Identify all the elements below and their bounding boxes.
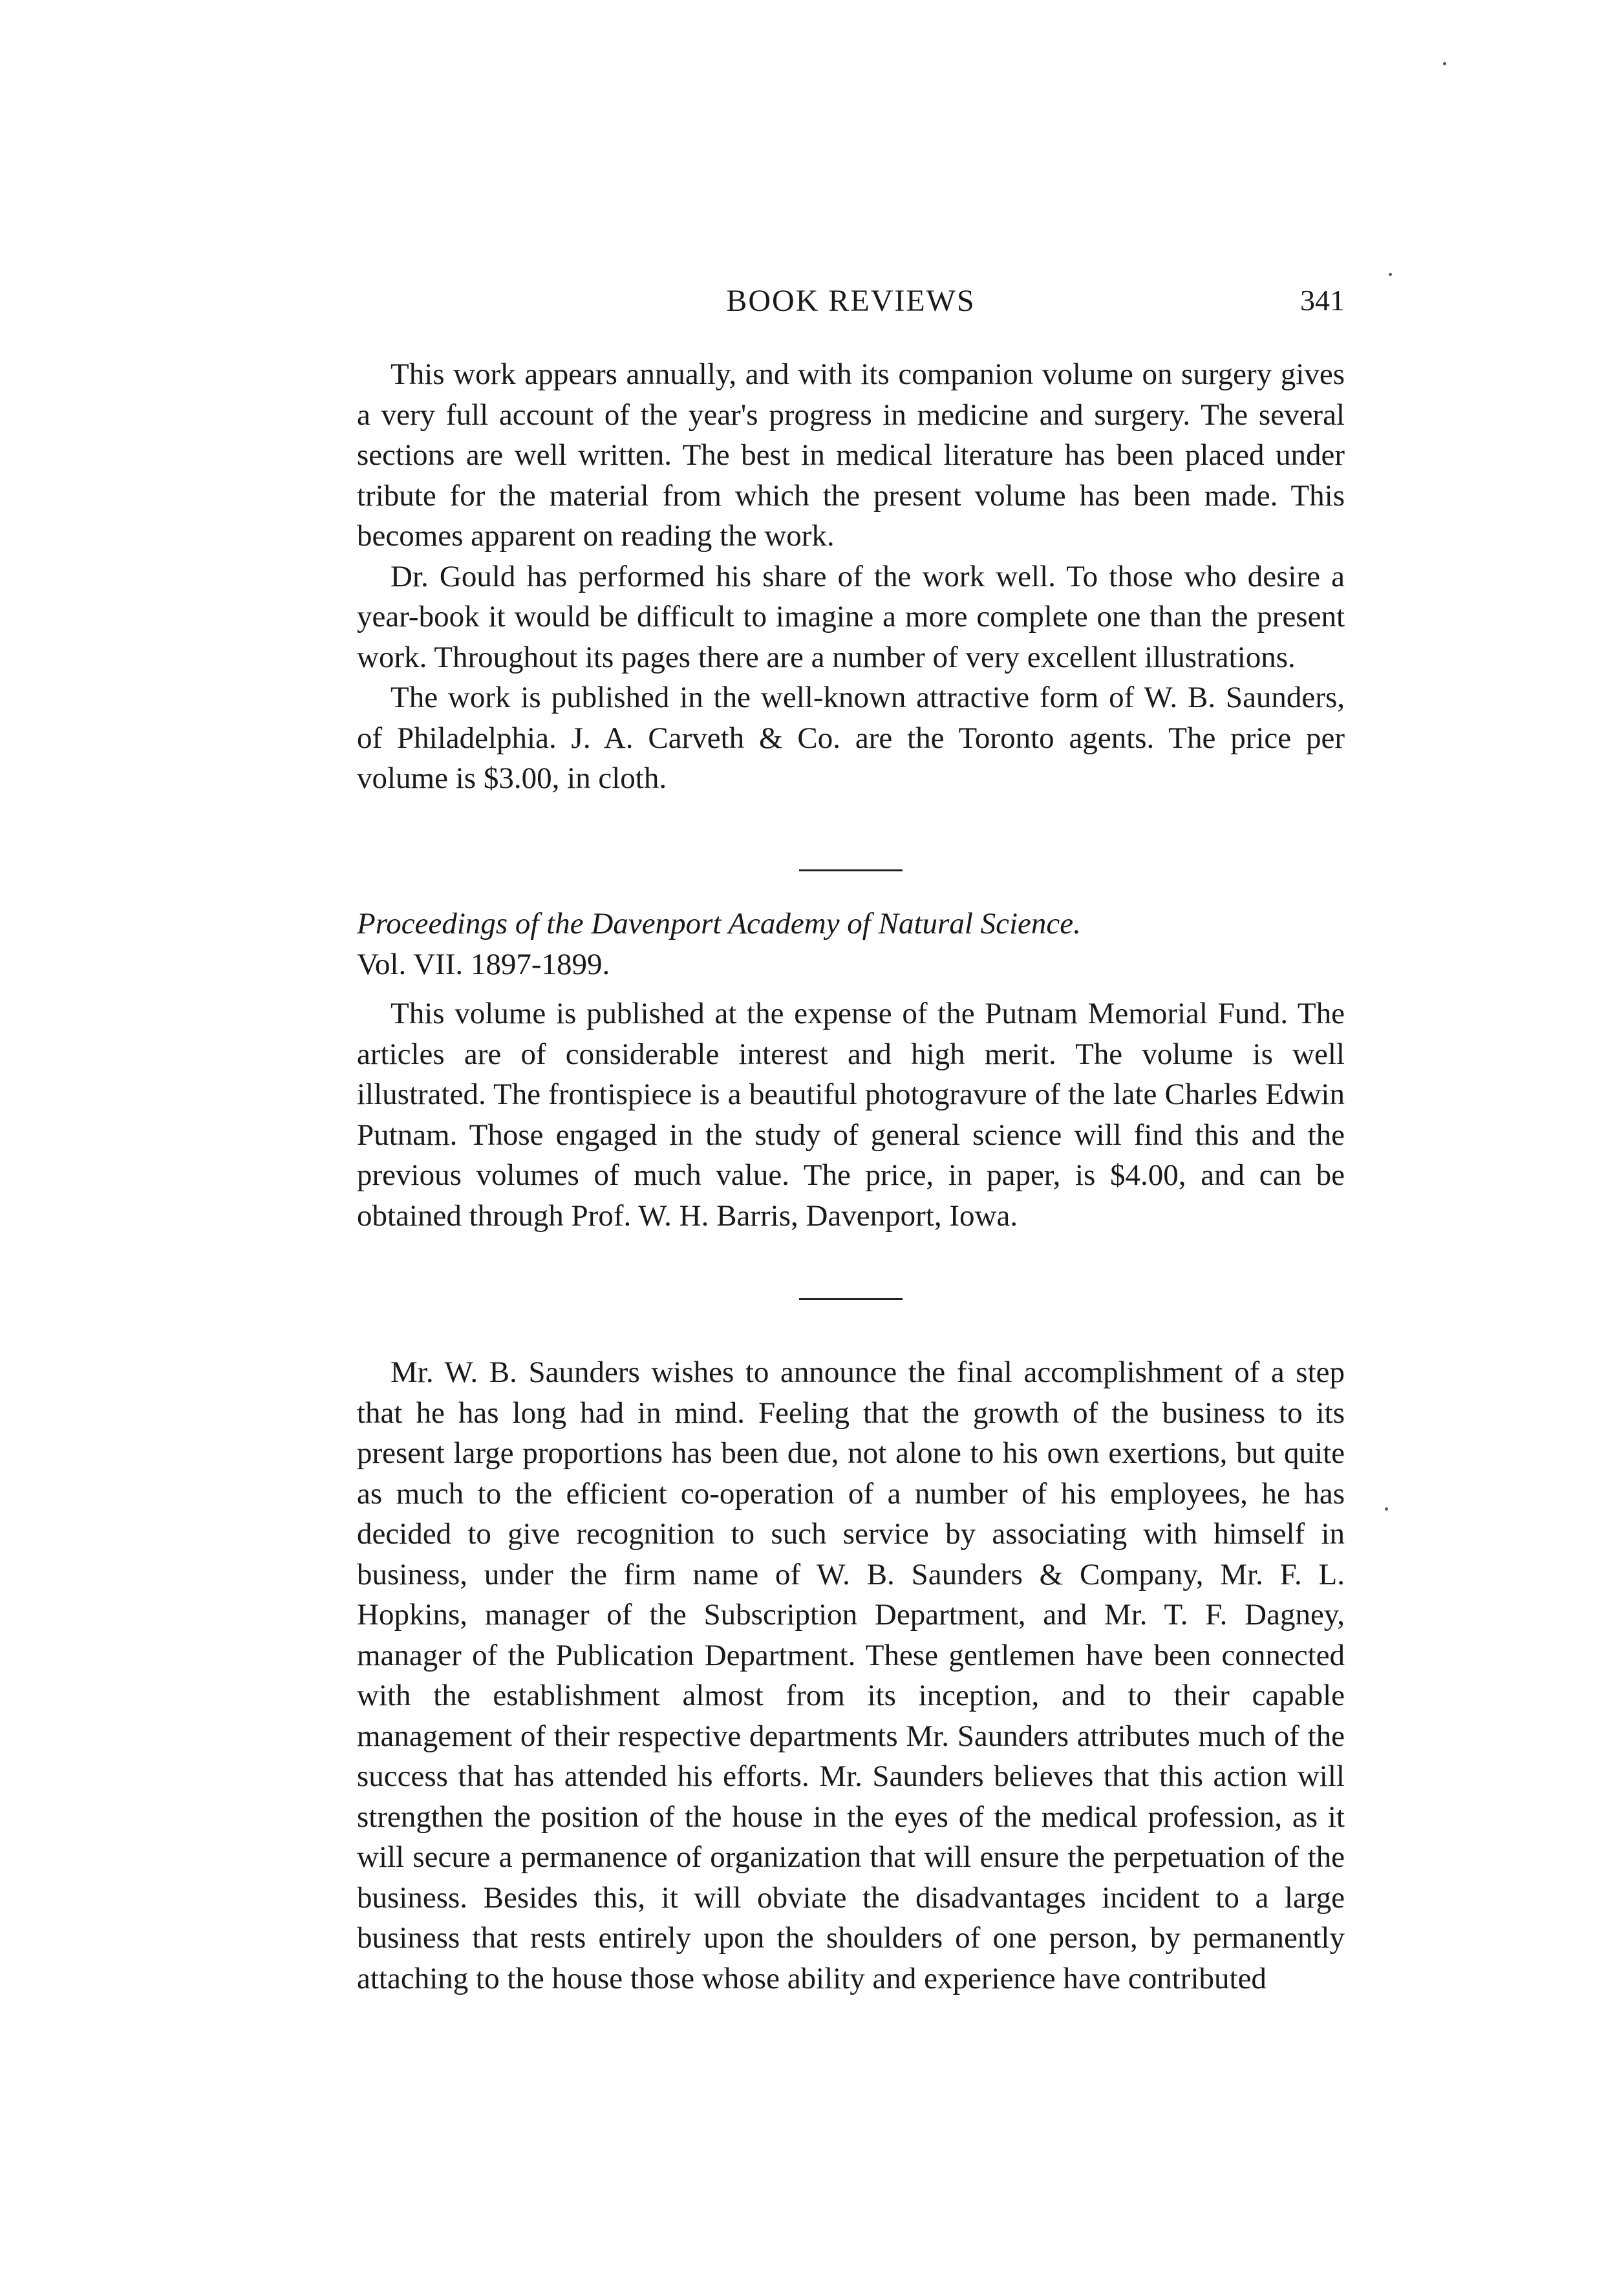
page-header [357, 283, 1345, 328]
paragraph: The work is published in the well-known attractive form of W. B. Saunders, of Philadelphia. J. A. Carveth & Co. are the Toronto agents. The price per volume is $3.00, in cloth. [357, 681, 1345, 795]
paragraph: Dr. Gould has performed his share of the work well. To those who desire a year-book it would be difficult to imagine a more complete one than the present work. Throughout its pages there are a number of very excellent illustrations. [357, 559, 1345, 674]
page-number: 341 [1300, 284, 1345, 317]
print-speck [1443, 62, 1446, 65]
volume-info: Vol. VII. 1897-1899. [357, 947, 610, 981]
review-gould-yearbook [357, 354, 1345, 799]
paragraph: This work appears annually, and with its companion volume on surgery gives a very full account of the year's progress in medicine and surgery. The several sections are well written. The best in medical literature has been placed under tribute for the material from which the present volume has been made. This becomes apparent on reading the work. [357, 357, 1345, 553]
print-speck [1385, 1507, 1388, 1511]
book-title: Proceedings of the Davenport Academy of Natural Science. [357, 907, 1081, 941]
divider-rule [799, 869, 903, 871]
review-davenport-proceedings [357, 904, 1345, 1236]
section-divider-2 [357, 1298, 1345, 1300]
section-divider-1 [357, 869, 1345, 871]
print-speck [1389, 273, 1392, 276]
running-head: BOOK REVIEWS [726, 284, 976, 318]
review-title [357, 904, 1345, 984]
divider-rule [799, 1298, 903, 1300]
paragraph: This volume is published at the expense of the Putnam Memorial Fund. The articles are of considerable interest and high merit. The volume is well illustrated. The frontispiece is a beautiful photogravure of the late Charles Edwin Putnam. Those engaged in the study of general science will find this and the previous volumes of much value. The price, in paper, is $4.00, and can be obtained through Prof. W. H. Barris, Davenport, Iowa. [357, 997, 1345, 1233]
paragraph: Mr. W. B. Saunders wishes to announce the final accomplishment of a step that he has long had in mind. Feeling that the growth of the business to its present large proportions has been due, not alone to his own exertions, but quite as much to the efficient co-operation of a number of his employees, he has decided to give recognition to such service by associating with himself in business, under the firm name of W. B. Saunders & Company, Mr. F. L. Hopkins, manager of the Subscription Department, and Mr. T. F. Dagney, manager of the Publication Department. These gentlemen have been connected with the establishment almost from its inception, and to their capable management of their respective departments Mr. Saunders attributes much of the success that has attended his efforts. Mr. Saunders believes that this action will strengthen the position of the house in the eyes of the medical profession, as it will secure a permanence of organization that will ensure the perpetuation of the business. Besides this, it will obviate the disadvantages incident to a large business that rests entirely upon the shoulders of one person, by permanently attaching to the house those whose ability and experience have contributed [357, 1355, 1345, 1995]
saunders-announcement [357, 1352, 1345, 1999]
